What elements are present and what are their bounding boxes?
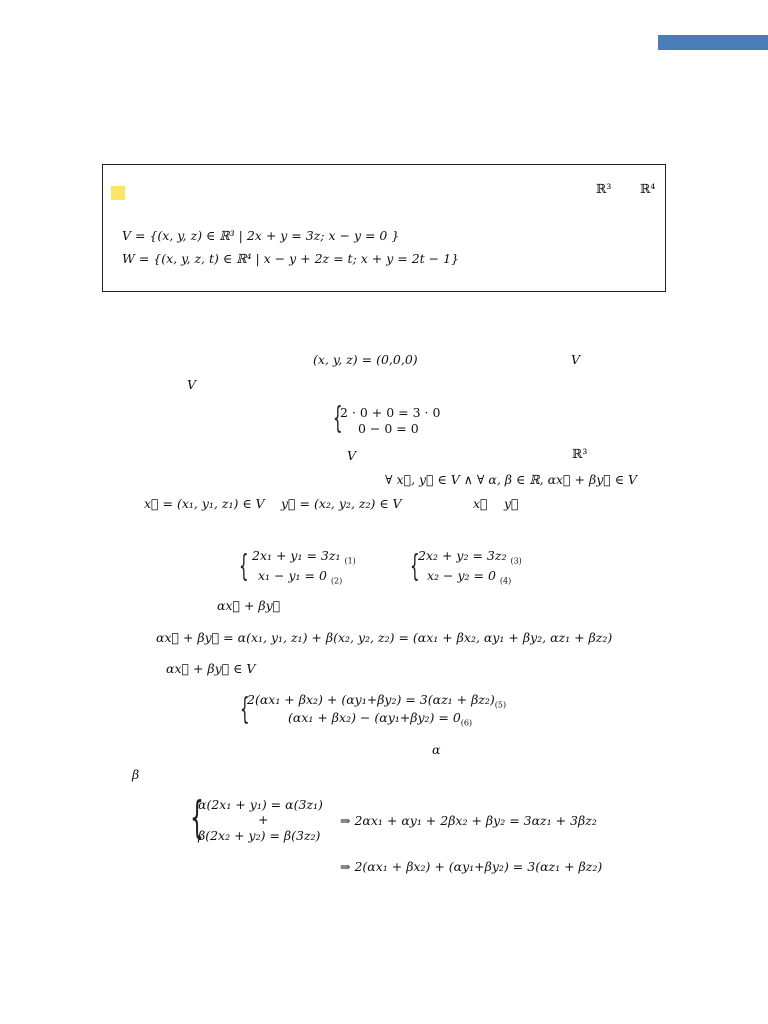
closure-condition: ∀ x⃗, y⃗ ∈ V ∧ ∀ α, β ∈ ℝ, αx⃗ + βy⃗ ∈ V [385, 472, 637, 487]
y-vector: y⃗ [504, 496, 519, 511]
plus-sign: + [258, 812, 269, 827]
x-vector-definition: x⃗ = (x₁, y₁, z₁) ∈ V [144, 496, 265, 511]
eq-tag: (5) [494, 700, 507, 710]
r4-label: ℝ⁴ [640, 181, 656, 196]
brace: { [239, 549, 249, 584]
beta-symbol: β [132, 767, 140, 782]
y-vector-definition: y⃗ = (x₂, y₂, z₂) ∈ V [281, 496, 402, 511]
alpha-symbol: α [432, 742, 441, 757]
w-definition: W = {(x, y, z, t) ∈ ℝ⁴ | x − y + 2z = t; x + y = 2t − 1} [122, 251, 460, 266]
brace: { [240, 692, 250, 727]
multiplied-eq-2: β(2x₂ + y₂) = β(3z₂) [198, 828, 321, 843]
page-corner-bar [658, 35, 768, 50]
v-definition: V = {(x, y, z) ∈ ℝ³ | 2x + y = 3z; x − y = 0 } [122, 228, 400, 243]
combination-in-v: αx⃗ + βy⃗ ∈ V [166, 661, 256, 676]
x-vector: x⃗ [473, 496, 488, 511]
r3-ref: ℝ³ [572, 446, 588, 461]
system-y-eq-1: 2x₂ + y₂ = 3z₂ $_{(3)}$ [418, 548, 522, 566]
v-ref: V [187, 377, 197, 392]
eq-tag: (3) [510, 556, 522, 566]
goal-equation-1: $2(\alpha x_1 + \beta x_2) + (\alpha y_1+\beta y_2) = 3(\alpha z_1 + \beta z_2)_{(5)}$ [247, 692, 507, 710]
final-result: ⇒ 2(αx₁ + βx₂) + (αy₁+βy₂) = 3(αz₁ + βz₂) [340, 859, 603, 874]
check-equation-1: 2 · 0 + 0 = 3 · 0 [340, 405, 441, 420]
eq-tag: (1) [344, 556, 356, 566]
goal-equation-2: $(\alpha x_1 + \beta x_2) - (\alpha y_1+\beta y_2) = 0_{(6)}$ [288, 710, 473, 728]
v-ref: V [347, 448, 357, 463]
highlight-marker [111, 186, 125, 200]
check-equation-2: 0 − 0 = 0 [358, 421, 419, 436]
linear-combination: αx⃗ + βy⃗ [217, 598, 281, 613]
system-y-eq-2: x₂ − y₂ = 0 $_{(4)}$ [427, 568, 512, 586]
r3-label: ℝ³ [596, 181, 612, 196]
v-ref: V [571, 352, 581, 367]
eq-tag: (6) [460, 718, 473, 728]
brace: { [410, 549, 420, 584]
system-x-eq-2: x₁ − y₁ = 0 $_{(2)}$ [258, 568, 343, 586]
system-x-eq-1: 2x₁ + y₁ = 3z₁ $_{(1)}$ [252, 548, 356, 566]
sum-result: ⇒ 2αx₁ + αy₁ + 2βx₂ + βy₂ = 3αz₁ + 3βz₂ [340, 813, 597, 828]
eq-tag: (2) [330, 576, 343, 586]
eq-tag: (4) [499, 576, 512, 586]
brace: { [333, 401, 343, 436]
multiplied-eq-1: α(2x₁ + y₁) = α(3z₁) [198, 797, 323, 812]
combination-expansion: αx⃗ + βy⃗ = α(x₁, y₁, z₁) + β(x₂, y₂, z₂) = (αx₁ + βx₂, αy₁ + βy₂, αz₁ + βz₂) [156, 630, 613, 645]
brace: { [190, 792, 204, 843]
origin-point: (x, y, z) = (0,0,0) [313, 352, 418, 367]
